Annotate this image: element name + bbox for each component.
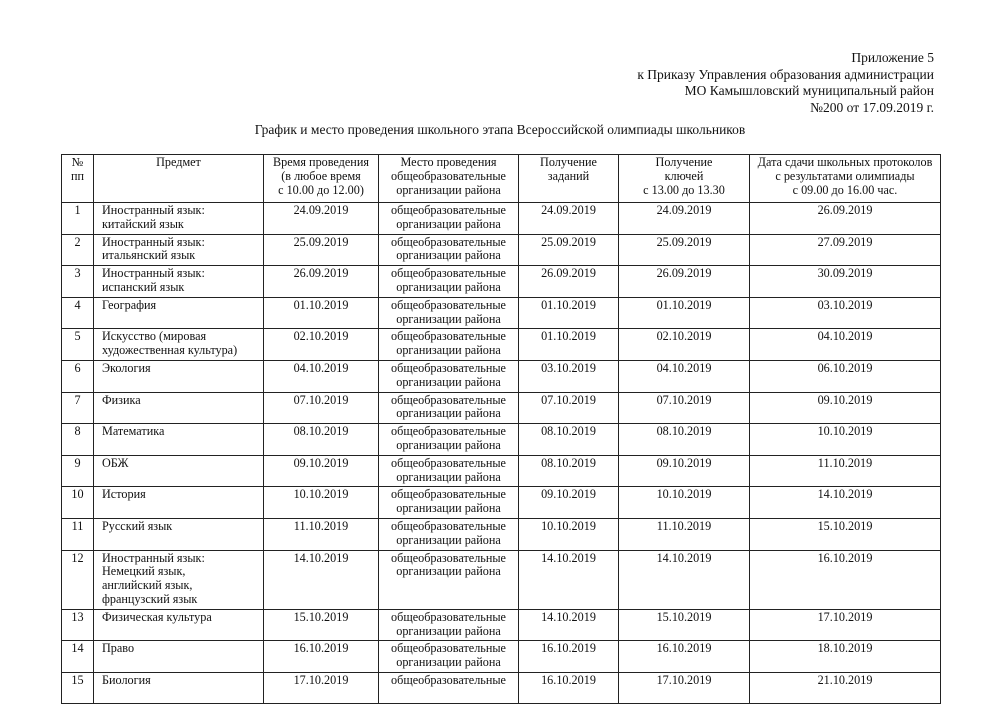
place-cell-line: организации района	[396, 248, 501, 263]
time-cell: 25.09.2019	[264, 234, 379, 266]
table-row	[62, 672, 941, 703]
subject-cell-line: Физическая культура	[102, 609, 212, 624]
tasks-date-cell: 10.10.2019	[519, 518, 619, 550]
place-cell	[379, 518, 519, 550]
protocols-date-cell: 16.10.2019	[750, 550, 941, 609]
place-cell	[379, 203, 519, 235]
protocols-date-cell: 09.10.2019	[750, 392, 941, 424]
subject-cell-line: Иностранный язык:	[102, 234, 205, 249]
time-cell: 14.10.2019	[264, 550, 379, 609]
table-row	[62, 297, 941, 329]
place-cell	[379, 550, 519, 609]
appendix-line: к Приказу Управления образования администрации	[637, 66, 934, 82]
header-line: с 13.00 до 13.30	[643, 182, 725, 197]
keys-date-cell: 25.09.2019	[619, 234, 750, 266]
subject-cell-line: Немецкий язык,	[102, 564, 186, 579]
place-cell	[379, 297, 519, 329]
appendix-line: №200 от 17.09.2019 г.	[810, 99, 934, 115]
protocols-date-cell: 21.10.2019	[750, 672, 941, 703]
table-row	[62, 550, 941, 609]
subject-cell-line: Экология	[102, 360, 151, 375]
keys-date-cell: 01.10.2019	[619, 297, 750, 329]
row-number-cell: 3	[62, 266, 94, 298]
protocols-date-cell: 26.09.2019	[750, 203, 941, 235]
appendix-header	[637, 50, 934, 116]
subject-cell	[94, 266, 264, 298]
protocols-date-cell: 03.10.2019	[750, 297, 941, 329]
subject-cell-line: итальянский язык	[102, 248, 196, 263]
subject-cell-line: английский язык,	[102, 578, 193, 593]
table-row	[62, 329, 941, 361]
table-row	[62, 360, 941, 392]
place-cell	[379, 360, 519, 392]
subject-cell-line: Русский язык	[102, 518, 173, 533]
time-cell: 17.10.2019	[264, 672, 379, 703]
subject-cell-line: Физика	[102, 392, 141, 407]
protocols-date-cell: 06.10.2019	[750, 360, 941, 392]
tasks-date-cell: 08.10.2019	[519, 424, 619, 456]
header-line: Дата сдачи школьных протоколов	[757, 155, 933, 169]
place-cell-line: общеобразовательные	[391, 329, 506, 344]
col-tasks-header	[519, 155, 619, 203]
place-cell	[379, 487, 519, 519]
tasks-date-cell: 14.10.2019	[519, 550, 619, 609]
place-cell-line: общеобразовательные	[391, 360, 506, 375]
subject-cell-line: испанский язык	[102, 279, 185, 294]
place-cell-line: общеобразовательные	[391, 297, 506, 312]
header-line: Получение	[540, 155, 597, 169]
row-number-cell: 1	[62, 203, 94, 235]
row-number-cell: 8	[62, 424, 94, 456]
place-cell-line: организации района	[396, 655, 501, 670]
place-cell-line: организации района	[396, 532, 501, 547]
subject-cell	[94, 360, 264, 392]
header-line: Время проведения	[273, 155, 369, 169]
header-line: с 09.00 до 16.00 час.	[792, 182, 898, 197]
row-number-cell: 10	[62, 487, 94, 519]
subject-cell-line: Биология	[102, 672, 151, 687]
time-cell: 26.09.2019	[264, 266, 379, 298]
row-number-cell: 14	[62, 641, 94, 673]
place-cell-line: организации района	[396, 216, 501, 231]
table-body	[62, 203, 941, 704]
header-line: Предмет	[156, 155, 201, 169]
subject-cell	[94, 392, 264, 424]
place-cell-line: общеобразовательные	[391, 550, 506, 565]
place-cell-line: организации района	[396, 437, 501, 452]
tasks-date-cell: 14.10.2019	[519, 609, 619, 641]
tasks-date-cell: 07.10.2019	[519, 392, 619, 424]
subject-cell-line: Искусство (мировая	[102, 329, 207, 344]
place-cell-line: общеобразовательные	[391, 487, 506, 502]
tasks-date-cell: 09.10.2019	[519, 487, 619, 519]
header-line: (в любое время	[281, 168, 361, 183]
tasks-date-cell: 16.10.2019	[519, 672, 619, 703]
place-cell	[379, 672, 519, 703]
header-line: с 10.00 до 12.00)	[278, 182, 364, 197]
time-cell: 08.10.2019	[264, 424, 379, 456]
col-subject-header	[94, 155, 264, 203]
keys-date-cell: 09.10.2019	[619, 455, 750, 487]
table-row	[62, 518, 941, 550]
place-cell-line: организации района	[396, 564, 501, 579]
subject-cell-line: Право	[102, 641, 135, 656]
table-row	[62, 234, 941, 266]
time-cell: 15.10.2019	[264, 609, 379, 641]
place-cell-line: организации района	[396, 469, 501, 484]
row-number-cell: 15	[62, 672, 94, 703]
place-cell-line: организации района	[396, 279, 501, 294]
place-cell	[379, 392, 519, 424]
col-keys-header	[619, 155, 750, 203]
place-cell-line: общеобразовательные	[391, 203, 506, 217]
subject-cell-line: Иностранный язык:	[102, 550, 205, 565]
table-row	[62, 487, 941, 519]
subject-cell	[94, 297, 264, 329]
row-number-cell: 12	[62, 550, 94, 609]
subject-cell-line: География	[102, 297, 157, 312]
time-cell: 10.10.2019	[264, 487, 379, 519]
protocols-date-cell: 15.10.2019	[750, 518, 941, 550]
keys-date-cell: 24.09.2019	[619, 203, 750, 235]
place-cell-line: организации района	[396, 374, 501, 389]
header-line: с результатами олимпиады	[775, 168, 915, 183]
document-title: График и место проведения школьного этапа Всероссийской олимпиады школьников	[254, 122, 746, 137]
subject-cell	[94, 203, 264, 235]
table-row	[62, 203, 941, 235]
time-cell: 04.10.2019	[264, 360, 379, 392]
table-row	[62, 641, 941, 673]
time-cell: 24.09.2019	[264, 203, 379, 235]
row-number-cell: 7	[62, 392, 94, 424]
row-number-cell: 5	[62, 329, 94, 361]
time-cell: 11.10.2019	[264, 518, 379, 550]
keys-date-cell: 08.10.2019	[619, 424, 750, 456]
keys-date-cell: 11.10.2019	[619, 518, 750, 550]
keys-date-cell: 17.10.2019	[619, 672, 750, 703]
header-line: общеобразовательные	[391, 168, 506, 183]
protocols-date-cell: 17.10.2019	[750, 609, 941, 641]
row-number-cell: 11	[62, 518, 94, 550]
subject-cell	[94, 455, 264, 487]
time-cell: 09.10.2019	[264, 455, 379, 487]
place-cell-line: общеобразовательные	[391, 392, 506, 407]
tasks-date-cell: 03.10.2019	[519, 360, 619, 392]
place-cell-line: общеобразовательные	[391, 641, 506, 656]
place-cell	[379, 455, 519, 487]
table-row	[62, 609, 941, 641]
header-line: заданий	[547, 168, 590, 183]
time-cell: 01.10.2019	[264, 297, 379, 329]
table-header-row	[62, 155, 941, 203]
tasks-date-cell: 26.09.2019	[519, 266, 619, 298]
subject-cell	[94, 609, 264, 641]
place-cell-line: общеобразовательные	[391, 609, 506, 624]
time-cell: 02.10.2019	[264, 329, 379, 361]
keys-date-cell: 10.10.2019	[619, 487, 750, 519]
appendix-line: МО Камышловский муниципальный район	[684, 83, 934, 98]
subject-cell-line: французский язык	[102, 591, 198, 606]
table-row	[62, 455, 941, 487]
tasks-date-cell: 01.10.2019	[519, 297, 619, 329]
place-cell-line: общеобразовательные	[391, 424, 506, 439]
tasks-date-cell: 16.10.2019	[519, 641, 619, 673]
protocols-date-cell: 10.10.2019	[750, 424, 941, 456]
keys-date-cell: 16.10.2019	[619, 641, 750, 673]
col-number-header	[62, 155, 94, 203]
time-cell: 07.10.2019	[264, 392, 379, 424]
keys-date-cell: 07.10.2019	[619, 392, 750, 424]
col-place-header	[379, 155, 519, 203]
appendix-line: Приложение 5	[851, 50, 934, 65]
subject-cell	[94, 641, 264, 673]
tasks-date-cell: 25.09.2019	[519, 234, 619, 266]
protocols-date-cell: 27.09.2019	[750, 234, 941, 266]
header-line: №	[71, 155, 84, 169]
place-cell	[379, 266, 519, 298]
place-cell-line: общеобразовательные	[391, 672, 506, 687]
place-cell-line: общеобразовательные	[391, 234, 506, 249]
tasks-date-cell: 24.09.2019	[519, 203, 619, 235]
protocols-date-cell: 18.10.2019	[750, 641, 941, 673]
subject-cell	[94, 424, 264, 456]
keys-date-cell: 26.09.2019	[619, 266, 750, 298]
protocols-date-cell: 14.10.2019	[750, 487, 941, 519]
place-cell	[379, 329, 519, 361]
header-line: Получение	[655, 155, 713, 169]
place-cell-line: организации района	[396, 311, 501, 326]
subject-cell-line: Математика	[102, 424, 165, 439]
subject-cell	[94, 672, 264, 703]
subject-cell-line: Иностранный язык:	[102, 266, 205, 281]
keys-date-cell: 02.10.2019	[619, 329, 750, 361]
table-row	[62, 424, 941, 456]
place-cell-line: организации района	[396, 406, 501, 421]
header-line: пп	[70, 168, 85, 183]
place-cell-line: общеобразовательные	[391, 455, 506, 470]
subject-cell-line: ОБЖ	[102, 455, 129, 470]
place-cell-line: общеобразовательные	[391, 266, 506, 281]
keys-date-cell: 15.10.2019	[619, 609, 750, 641]
row-number-cell: 9	[62, 455, 94, 487]
row-number-cell: 4	[62, 297, 94, 329]
row-number-cell: 2	[62, 234, 94, 266]
subject-cell-line: Иностранный язык:	[102, 203, 205, 217]
protocols-date-cell: 11.10.2019	[750, 455, 941, 487]
place-cell	[379, 424, 519, 456]
keys-date-cell: 04.10.2019	[619, 360, 750, 392]
place-cell	[379, 609, 519, 641]
header-line: организации района	[396, 182, 501, 197]
place-cell	[379, 234, 519, 266]
col-time-header	[264, 155, 379, 203]
table-row	[62, 392, 941, 424]
subject-cell-line: История	[102, 487, 146, 502]
time-cell: 16.10.2019	[264, 641, 379, 673]
header-line: ключей	[664, 168, 704, 183]
place-cell	[379, 641, 519, 673]
col-protocols-header	[750, 155, 941, 203]
row-number-cell: 13	[62, 609, 94, 641]
table-row	[62, 266, 941, 298]
protocols-date-cell: 04.10.2019	[750, 329, 941, 361]
tasks-date-cell: 08.10.2019	[519, 455, 619, 487]
subject-cell	[94, 234, 264, 266]
subject-cell	[94, 550, 264, 609]
place-cell-line: организации района	[396, 501, 501, 516]
protocols-date-cell: 30.09.2019	[750, 266, 941, 298]
subject-cell	[94, 487, 264, 519]
subject-cell-line: китайский язык	[102, 216, 184, 231]
schedule-table	[61, 154, 941, 704]
subject-cell	[94, 518, 264, 550]
tasks-date-cell: 01.10.2019	[519, 329, 619, 361]
subject-cell-line: художественная культура)	[102, 343, 238, 358]
place-cell-line: общеобразовательные	[391, 518, 506, 533]
header-line: Место проведения	[400, 155, 497, 169]
subject-cell	[94, 329, 264, 361]
place-cell-line: организации района	[396, 623, 501, 638]
row-number-cell: 6	[62, 360, 94, 392]
keys-date-cell: 14.10.2019	[619, 550, 750, 609]
place-cell-line: организации района	[396, 343, 501, 358]
